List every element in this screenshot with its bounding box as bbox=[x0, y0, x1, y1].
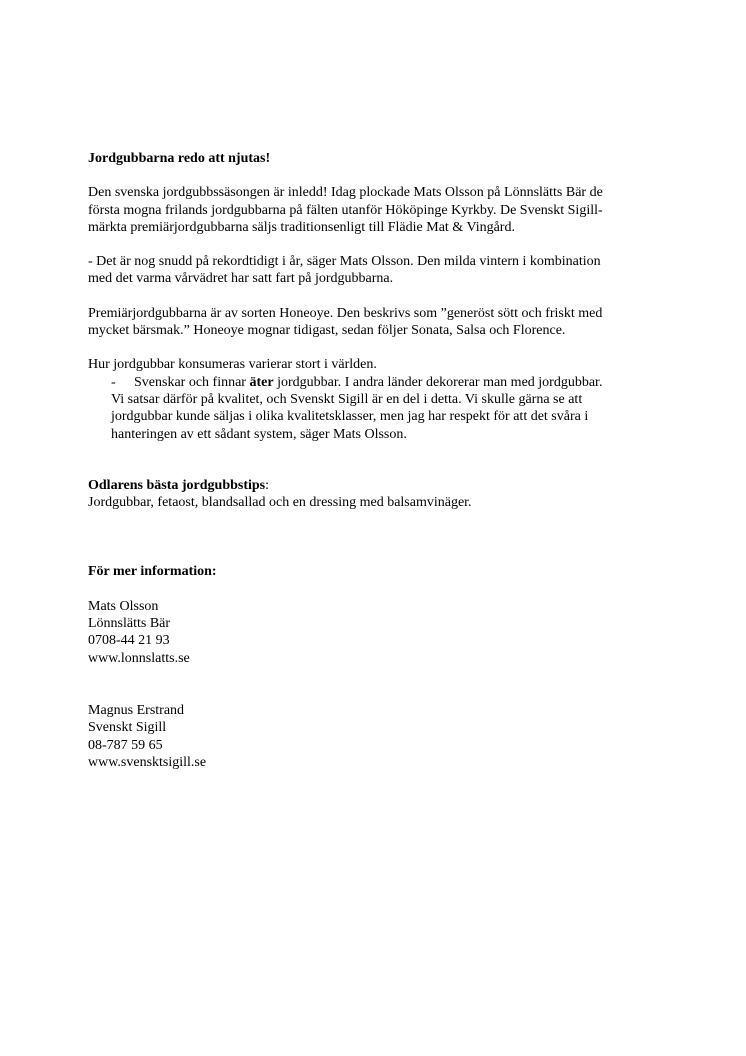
bullet-text-end: jordgubbar. I andra länder dekorerar man med jordgubbar. bbox=[273, 374, 603, 390]
contact-name: Mats Olsson bbox=[88, 598, 159, 614]
variety-line: Premiärjordgubbarna är av sorten Honeoye. Den beskrivs som ”generöst sött och friskt med bbox=[88, 305, 603, 321]
bullet-bold-word: äter bbox=[249, 374, 274, 390]
tips-colon: : bbox=[265, 477, 270, 493]
tips-heading bbox=[88, 477, 658, 494]
intro-line: första mogna frilands jordgubbarna på fälten utanför Hököpinge Kyrkby. De Svenskt Sigill- bbox=[88, 202, 603, 218]
bullet-line: hanteringen av ett sådant system, säger Mats Olsson. bbox=[111, 426, 407, 442]
intro-line: märkta premiärjordgubbarna säljs traditionsenligt till Flädie Mat & Vingård. bbox=[88, 219, 515, 235]
consumption-section bbox=[88, 356, 658, 442]
bullet-first-line bbox=[134, 374, 602, 391]
bullet-item bbox=[88, 374, 658, 391]
bullet-text-start: Svenskar och finnar bbox=[134, 374, 250, 390]
intro-line: Den svenska jordgubbssäsongen är inledd! Idag plockade Mats Olsson på Lönnslätts Bär de bbox=[88, 185, 603, 201]
contact-block bbox=[88, 702, 658, 771]
bullet-continuation bbox=[88, 391, 658, 443]
tips-label: Odlarens bästa jordgubbstips bbox=[88, 477, 266, 493]
contact-website-link[interactable]: www.svensktsigill.se bbox=[88, 754, 207, 770]
contact-phone: 08-787 59 65 bbox=[88, 737, 163, 753]
page-title: Jordgubbarna redo att njutas! bbox=[88, 151, 271, 166]
variety-line: mycket bärsmak.” Honeoye mognar tidigast, sedan följer Sonata, Salsa och Florence. bbox=[88, 323, 566, 339]
consumption-lead: Hur jordgubbar konsumeras varierar stort i världen. bbox=[88, 357, 377, 373]
contact-phone: 0708-44 21 93 bbox=[88, 633, 170, 649]
contact-org: Lönnslätts Bär bbox=[88, 616, 171, 632]
bullet-line: Vi satsar därför på kvalitet, och Svenskt Sigill är en del i detta. Vi skulle gärna se att bbox=[111, 391, 583, 407]
bullet-dash: - bbox=[111, 374, 116, 390]
quote-line: med det varma vårvädret har satt fart på jordgubbarna. bbox=[88, 271, 394, 287]
bullet-text bbox=[134, 374, 602, 391]
contact-website-link[interactable]: www.lonnslatts.se bbox=[88, 650, 190, 666]
quote-line: - Det är nog snudd på rekordtidigt i år, säger Mats Olsson. Den milda vintern i kombination bbox=[88, 254, 601, 270]
info-heading: För mer information: bbox=[88, 564, 217, 580]
variety-paragraph bbox=[88, 305, 658, 340]
intro-paragraph bbox=[88, 184, 658, 236]
contact-name: Magnus Erstrand bbox=[88, 702, 185, 718]
bullet-line: jordgubbar kunde säljas i olika kvalitetsklasser, men jag har respekt för att det svåra i bbox=[111, 409, 589, 425]
contact-block bbox=[88, 598, 658, 667]
tips-section bbox=[88, 477, 658, 512]
press-release-page bbox=[88, 150, 658, 771]
tips-text: Jordgubbar, fetaost, blandsallad och en dressing med balsamvinäger. bbox=[88, 495, 472, 511]
contact-org: Svenskt Sigill bbox=[88, 720, 167, 736]
quote-paragraph bbox=[88, 253, 658, 288]
